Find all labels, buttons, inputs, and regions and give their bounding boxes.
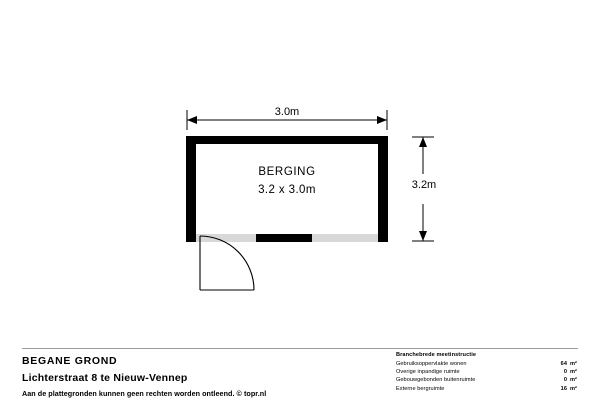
room-label: BERGING [258, 166, 316, 178]
dimension-top-label: 3.0m [274, 106, 300, 118]
measurement-row [396, 360, 582, 368]
measurement-table [396, 352, 582, 393]
dimension-right-label: 3.2m [411, 179, 437, 191]
address-label: Lichterstraat 8 te Nieuw-Vennep [22, 372, 188, 384]
dimension-top [186, 106, 388, 132]
door-icon [198, 234, 260, 292]
measurement-value: 16 [560, 385, 567, 392]
footer-divider [22, 348, 578, 349]
measurement-value: 0 [563, 369, 567, 376]
measurement-unit: m² [570, 361, 577, 367]
measurement-heading: Branchebrede meetinstructie [396, 352, 477, 358]
measurement-name: Overige inpandige ruimte [396, 369, 460, 376]
measurement-name: Gebouwgebonden buitenruimte [396, 377, 476, 384]
dimension-top-line [186, 106, 388, 132]
measurement-value: 0 [563, 377, 567, 384]
dimension-right [398, 136, 444, 242]
measurement-row [396, 368, 582, 376]
floor-title: BEGANE GROND [22, 355, 118, 367]
footer-left [22, 355, 362, 398]
room-dimensions-label: 3.2 x 3.0m [258, 184, 316, 196]
measurement-value: 64 [560, 361, 567, 367]
measurement-row [396, 376, 582, 384]
measurement-name: Gebruiksoppervlakte wonen [396, 361, 467, 367]
measurement-unit: m² [570, 377, 577, 384]
measurement-unit: m² [570, 369, 577, 376]
wall-segment-right [312, 234, 378, 242]
disclaimer-text: Aan de plattegronden kunnen geen rechten worden ontleend. © topr.nl [22, 389, 267, 398]
measurement-unit: m² [570, 385, 577, 392]
measurement-row [396, 385, 582, 393]
measurement-name: Externe bergruimte [396, 385, 445, 392]
